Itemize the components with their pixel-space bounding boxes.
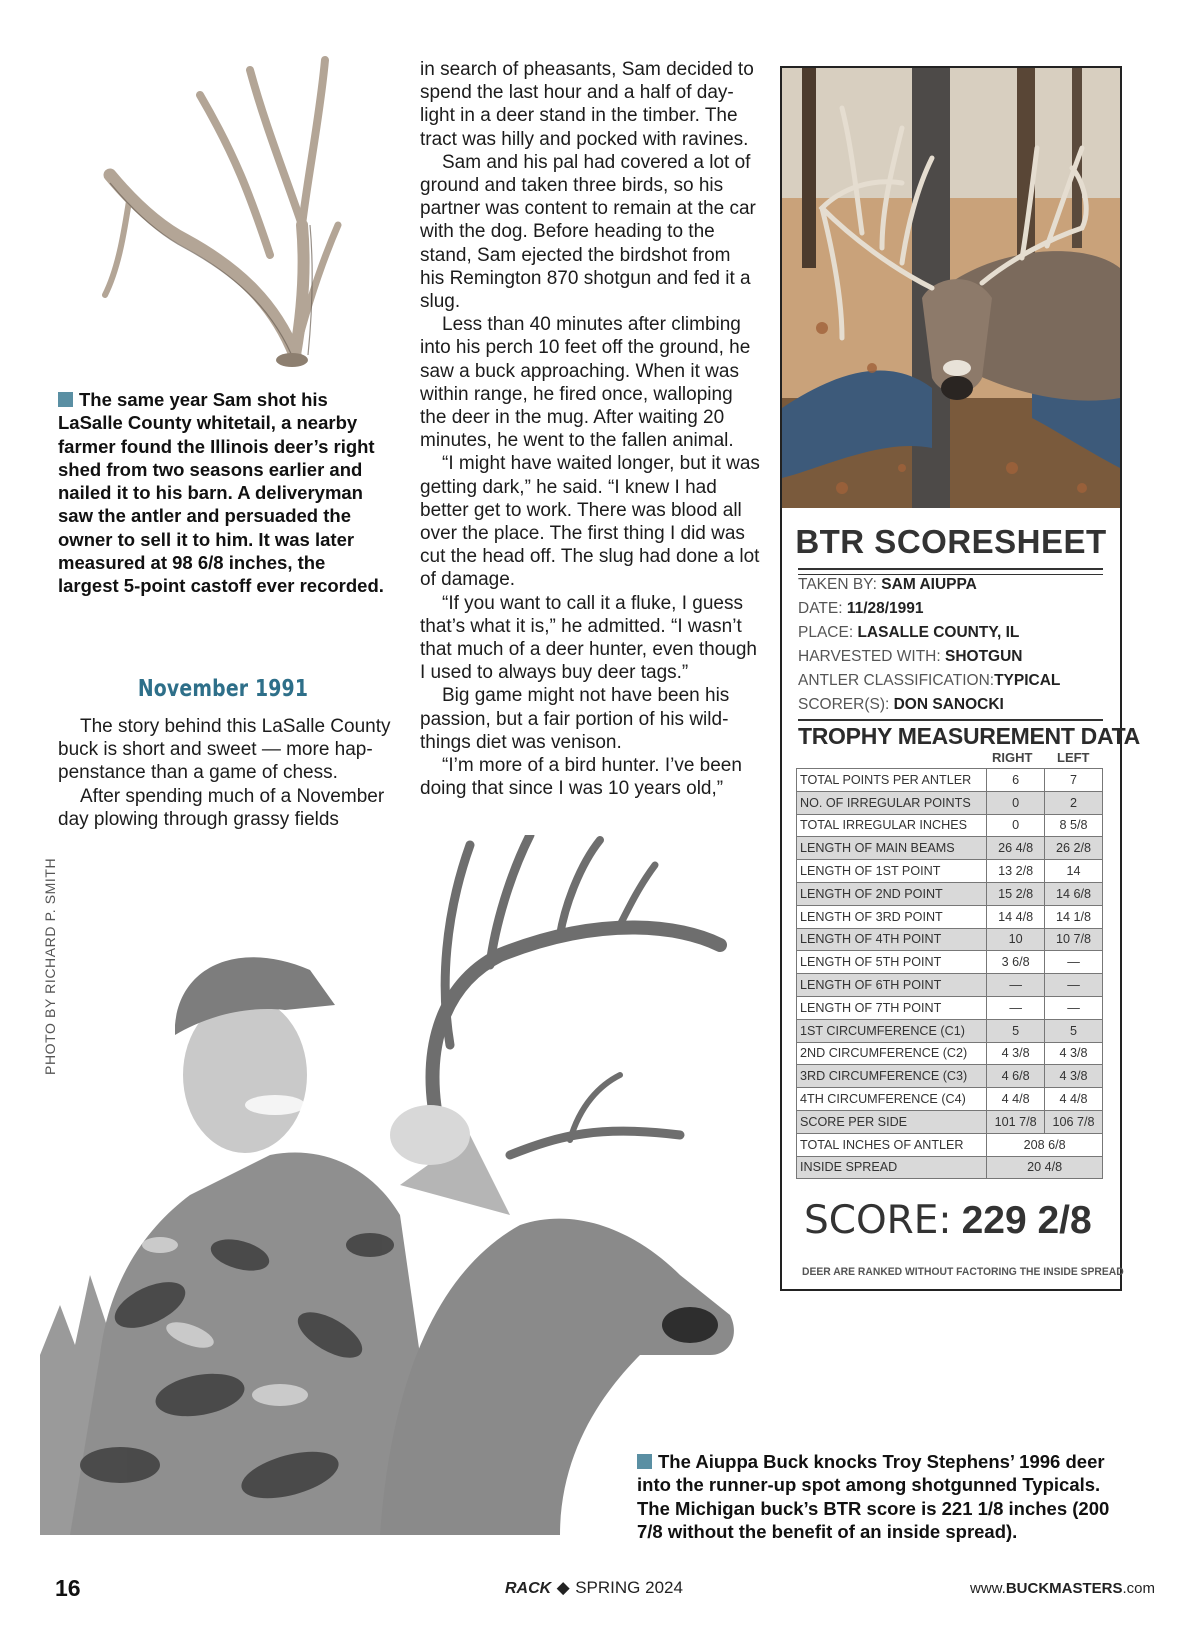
right-value: 4 6/8: [987, 1065, 1045, 1088]
right-value: 3 6/8: [987, 951, 1045, 974]
table-row: [797, 791, 1103, 814]
paragraph: Less than 40 minutes after climbing into his perch 10 feet off the ground, he saw a buck approaching. When it was within range, he fired once, walloping the deer in the mug. After waiting 20 minutes, he went to the fallen animal.: [420, 314, 751, 452]
row-label: LENGTH OF 3RD POINT: [797, 905, 987, 928]
total-inches-label: TOTAL INCHES OF ANTLER: [797, 1133, 987, 1156]
left-value: 5: [1045, 1019, 1103, 1042]
paragraph: The story behind this LaSalle County buck is short and sweet — more happenstance than a game of chess.: [58, 716, 391, 784]
date: DATE: 11/28/1991: [798, 600, 924, 617]
taken-by: TAKEN BY: SAM AIUPPA: [798, 576, 977, 593]
table-row: [797, 1088, 1103, 1111]
left-value: 4 4/8: [1045, 1088, 1103, 1111]
right-value: 5: [987, 1019, 1045, 1042]
right-value: 13 2/8: [987, 860, 1045, 883]
table-row: [797, 837, 1103, 860]
left-value: 7: [1045, 769, 1103, 792]
right-value: 4 3/8: [987, 1042, 1045, 1065]
table-row: [797, 769, 1103, 792]
antler-shed-illustration: [70, 55, 360, 375]
table-row: [797, 974, 1103, 997]
article-column-1: [58, 715, 393, 831]
place: PLACE: LASALLE COUNTY, IL: [798, 624, 1020, 641]
issue-date: SPRING 2024: [575, 1578, 683, 1597]
left-value: 4 3/8: [1045, 1042, 1103, 1065]
right-value: 0: [987, 814, 1045, 837]
table-row: [797, 928, 1103, 951]
table-row: [797, 1110, 1103, 1133]
section-heading: November 1991: [137, 676, 309, 702]
table-row: [797, 1133, 1103, 1156]
row-label: 1ST CIRCUMFERENCE (C1): [797, 1019, 987, 1042]
divider: [798, 574, 1103, 575]
right-value: —: [987, 974, 1045, 997]
left-value: 26 2/8: [1045, 837, 1103, 860]
right-value: 6: [987, 769, 1045, 792]
hunter-with-buck-photo: [40, 835, 760, 1535]
diamond-icon: ◆: [556, 1578, 570, 1597]
left-value: 14 6/8: [1045, 882, 1103, 905]
table-row: [797, 951, 1103, 974]
right-value: 0: [987, 791, 1045, 814]
left-value: 4 3/8: [1045, 1065, 1103, 1088]
right-value: 15 2/8: [987, 882, 1045, 905]
left-value: 14: [1045, 860, 1103, 883]
table-row: [797, 1065, 1103, 1088]
paragraph: After spending much of a November day plowing through grassy fields: [58, 785, 385, 830]
paragraph: in search of pheasants, Sam decided to spend the last hour and a half of daylight in a deer stand in the timber. The tract was hilly and pocked with ravines.: [420, 59, 754, 150]
row-label: LENGTH OF 7TH POINT: [797, 996, 987, 1019]
row-label: LENGTH OF MAIN BEAMS: [797, 837, 987, 860]
left-value: 2: [1045, 791, 1103, 814]
divider: [798, 568, 1103, 570]
left-value: 10 7/8: [1045, 928, 1103, 951]
inside-spread-value: 20 4/8: [987, 1156, 1103, 1179]
paragraph: Big game might not have been his passion, but a fair portion of his wildthings diet was venison.: [420, 685, 730, 753]
scorers: SCORER(S): DON SANOCKI: [798, 696, 1004, 713]
antler-shed-caption: The same year Sam shot his LaSalle County whitetail, a nearby farmer found the Illinois deer’s right shed from two seasons earlier and nailed it to his barn. A deliveryman saw the antler and persuaded the owner to sell it to him. It was later measured at 98 6/8 inches, the largest 5-point castoff ever recorded.: [58, 389, 384, 597]
left-value: —: [1045, 974, 1103, 997]
final-score: [804, 1198, 1092, 1243]
row-label: LENGTH OF 6TH POINT: [797, 974, 987, 997]
photo-credit: PHOTO BY RICHARD P. SMITH: [42, 857, 58, 1075]
table-row: [797, 882, 1103, 905]
score-label: SCORE:: [804, 1198, 952, 1243]
column-header-right: RIGHT: [992, 750, 1033, 765]
caption-marker-icon: [637, 1454, 652, 1469]
measurement-table: [796, 768, 1103, 1179]
harvested-with: HARVESTED WITH: SHOTGUN: [798, 648, 1023, 665]
btr-scoresheet: [780, 66, 1140, 1291]
table-row: [797, 996, 1103, 1019]
paragraph: “I’m more of a bird hunter. I’ve been doing that since I was 10 years old,”: [420, 755, 742, 800]
row-label: 4TH CIRCUMFERENCE (C4): [797, 1088, 987, 1111]
column-header-left: LEFT: [1057, 750, 1090, 765]
paragraph: “I might have waited longer, but it was getting dark,” he said. “I knew I had better get to work. There was blood all over the place. The first thing I did was cut the head off. The slug had done a lot of damage.: [420, 453, 760, 591]
right-value: 101 7/8: [987, 1110, 1045, 1133]
article-column-2: [420, 58, 760, 801]
deer-painting: [782, 68, 1120, 508]
paragraph: “If you want to call it a fluke, I guess that’s what it is,” he admitted. “I wasn’t that much of a deer hunter, even though I used to always buy deer tags.”: [420, 592, 757, 684]
row-label: NO. OF IRREGULAR POINTS: [797, 791, 987, 814]
table-row: [797, 1156, 1103, 1179]
table-row: [797, 1042, 1103, 1065]
magazine-name: RACK: [505, 1580, 552, 1597]
left-value: 14 1/8: [1045, 905, 1103, 928]
caption-marker-icon: [58, 392, 73, 407]
footer-issue: [505, 1578, 683, 1598]
score-value: 229 2/8: [961, 1199, 1092, 1242]
right-value: 10: [987, 928, 1045, 951]
inside-spread-label: INSIDE SPREAD: [797, 1156, 987, 1179]
right-value: —: [987, 996, 1045, 1019]
left-value: 8 5/8: [1045, 814, 1103, 837]
right-value: 4 4/8: [987, 1088, 1045, 1111]
table-row: [797, 860, 1103, 883]
left-value: —: [1045, 951, 1103, 974]
row-label: LENGTH OF 4TH POINT: [797, 928, 987, 951]
row-label: LENGTH OF 2ND POINT: [797, 882, 987, 905]
left-value: 106 7/8: [1045, 1110, 1103, 1133]
row-label: TOTAL IRREGULAR INCHES: [797, 814, 987, 837]
row-label: LENGTH OF 5TH POINT: [797, 951, 987, 974]
scoresheet-title: BTR SCORESHEET: [795, 523, 1107, 560]
table-row: [797, 1019, 1103, 1042]
row-label: 2ND CIRCUMFERENCE (C2): [797, 1042, 987, 1065]
photo-caption: The Aiuppa Buck knocks Troy Stephens’ 1996 deer into the runner-up spot among shotgunned Typicals. The Michigan buck’s BTR score is 221 1/8 inches (200 7/8 without the benefit of an inside spread).: [637, 1451, 1110, 1542]
table-row: [797, 814, 1103, 837]
total-inches-value: 208 6/8: [987, 1133, 1103, 1156]
right-value: 26 4/8: [987, 837, 1045, 860]
row-label: LENGTH OF 1ST POINT: [797, 860, 987, 883]
divider: [798, 719, 1103, 721]
trophy-measurement-title: TROPHY MEASUREMENT DATA: [798, 723, 1140, 749]
row-label: 3RD CIRCUMFERENCE (C3): [797, 1065, 987, 1088]
score-note: DEER ARE RANKED WITHOUT FACTORING THE INSIDE SPREAD: [802, 1266, 1124, 1278]
antler-classification: ANTLER CLASSIFICATION:TYPICAL: [798, 672, 1061, 689]
table-row: [797, 905, 1103, 928]
right-value: 14 4/8: [987, 905, 1045, 928]
page-number: 16: [55, 1575, 81, 1601]
paragraph: Sam and his pal had covered a lot of ground and taken three birds, so his partner was content to remain at the car with the dog. Before heading to the stand, Sam ejected the birdshot from his Remington 870 shotgun and fed it a slug.: [420, 151, 756, 313]
footer-url: www.BUCKMASTERS.com: [970, 1580, 1156, 1597]
row-label: TOTAL POINTS PER ANTLER: [797, 769, 987, 792]
left-value: —: [1045, 996, 1103, 1019]
row-label: SCORE PER SIDE: [797, 1110, 987, 1133]
